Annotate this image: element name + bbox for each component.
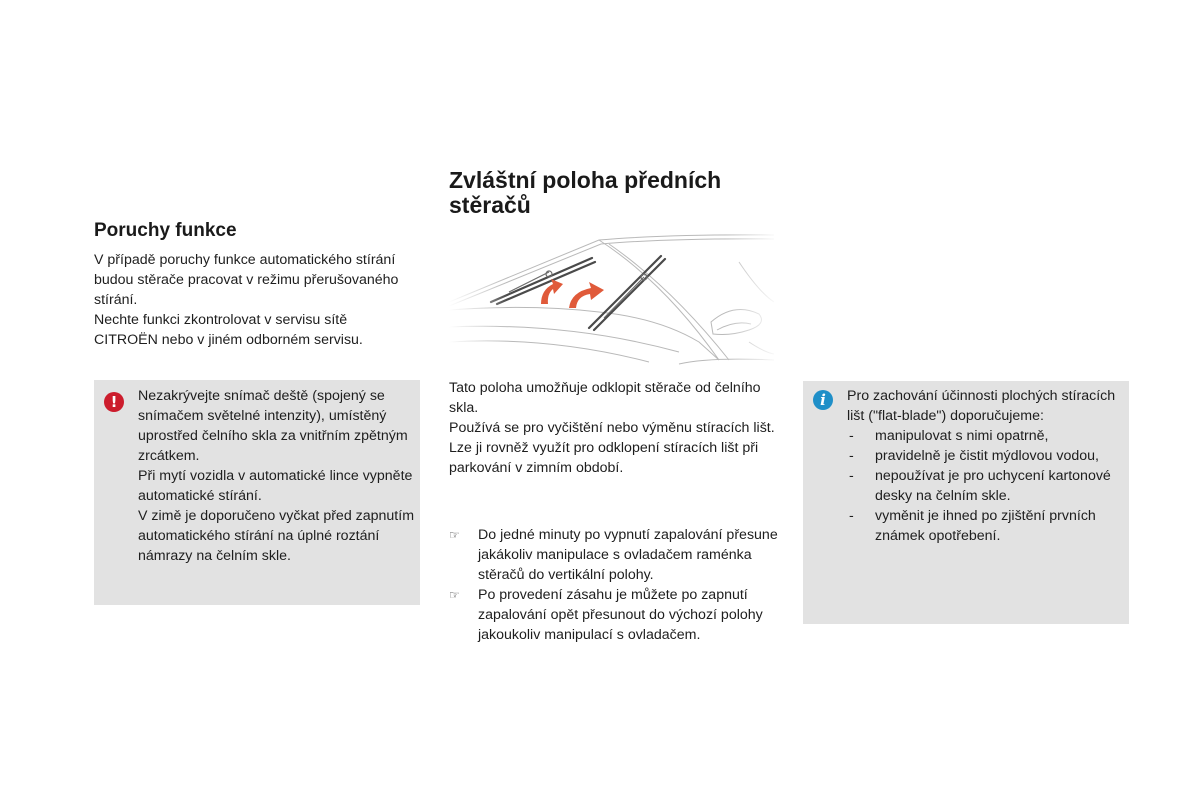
section-title-malfunction: Poruchy funkce xyxy=(94,220,237,241)
info-list-item: - pravidelně je čistit mýdlovou vodou, xyxy=(847,446,1129,466)
info-list xyxy=(847,426,1129,546)
procedure-step-text: Po provedení zásahu je můžete po zapnutí zapalování opět přesunout do výchozí polohy jakoukoliv manipulací s ovladačem. xyxy=(478,587,763,643)
special-position-text xyxy=(449,378,779,478)
special-position-paragraph-2: Používá se pro vyčištění nebo výměnu stíracích lišt. Lze ji rovněž využít pro odklopení stíracích lišt při parkování v zimním období. xyxy=(449,420,775,476)
malfunction-paragraph-2: Nechte funkci zkontrolovat v servisu sítě CITROËN nebo v jiném odborném servisu. xyxy=(94,312,363,348)
malfunction-text xyxy=(94,250,414,350)
warning-paragraph-3: V zimě je doporučeno vyčkat před zapnutím automatického stírání na úplné roztání námrazy na čelním skle. xyxy=(138,508,415,564)
warning-paragraph-1: Nezakrývejte snímač deště (spojený se snímačem světelné intenzity), umístěný uprostřed čelního skla za vnitřním zpětným zrcátkem. xyxy=(138,388,408,464)
pointing-hand-icon: ☞ xyxy=(449,528,460,542)
warning-text xyxy=(138,386,414,566)
warning-box xyxy=(94,380,420,605)
info-list-item: - manipulovat s nimi opatrně, xyxy=(847,426,1129,446)
procedure-step xyxy=(449,525,779,585)
malfunction-paragraph-1: V případě poruchy funkce automatického stírání budou stěrače pracovat v režimu přerušovaného stírání. xyxy=(94,252,399,308)
wiper-illustration xyxy=(449,232,774,367)
procedure-step-text: Do jedné minuty po vypnutí zapalování přesune jakákoliv manipulace s ovladačem raménka stěračů do vertikální polohy. xyxy=(478,527,778,583)
info-list-item: - vyměnit je ihned po zjištění prvních známek opotřebení. xyxy=(847,506,1129,546)
page-title: Zvláštní poloha předních stěračů xyxy=(449,167,722,218)
pointing-hand-icon: ☞ xyxy=(449,588,460,602)
info-text xyxy=(847,386,1129,546)
info-list-item: - nepoužívat je pro uchycení kartonové desky na čelním skle. xyxy=(847,466,1129,506)
procedure-steps xyxy=(449,525,779,645)
info-icon: i xyxy=(813,390,833,410)
procedure-step xyxy=(449,585,779,645)
warning-paragraph-2: Při mytí vozidla v automatické lince vypněte automatické stírání. xyxy=(138,468,413,504)
info-box xyxy=(803,381,1129,624)
info-intro: Pro zachování účinnosti plochých stíracích lišt ("flat-blade") doporučujeme: xyxy=(847,388,1116,424)
warning-exclamation-icon: ! xyxy=(104,392,124,412)
special-position-paragraph-1: Tato poloha umožňuje odklopit stěrače od čelního skla. xyxy=(449,380,761,416)
